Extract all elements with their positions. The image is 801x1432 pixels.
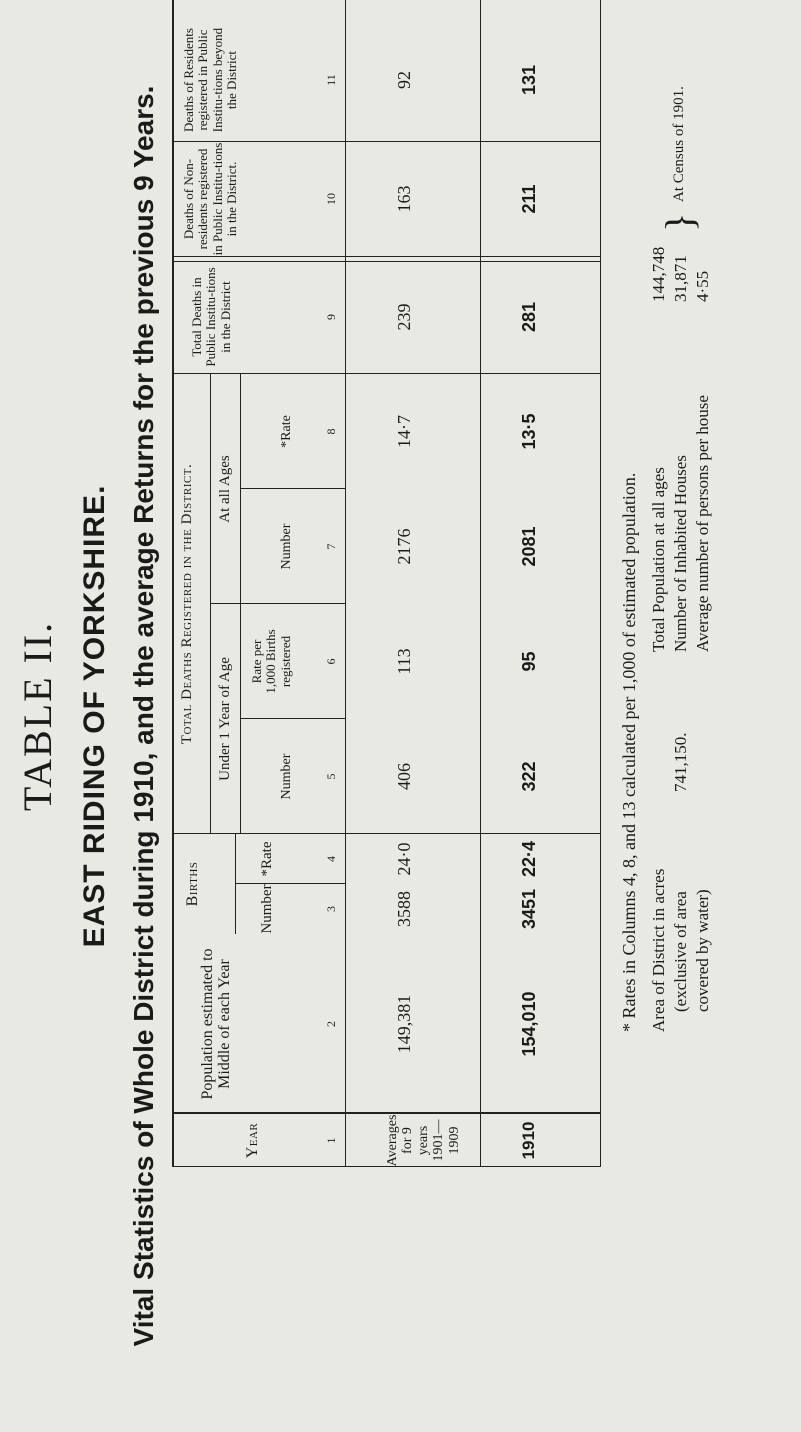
col-all-rate: *Rate (279, 415, 294, 448)
row2-inst-total: 281 (519, 301, 539, 333)
row1-all-number: 2176 (394, 528, 414, 565)
col-sep (172, 256, 600, 257)
row2-residents-beyond: 131 (519, 64, 539, 96)
row2-year: 1910 (519, 1121, 538, 1160)
stat-label-2: Number of Inhabited Houses (671, 455, 690, 652)
col-num-4: 4 (324, 856, 338, 862)
region-heading: EAST RIDING OF YORKSHIRE. (78, 484, 111, 948)
row1-births-number: 3588 (394, 891, 414, 927)
col-births-rate: *Rate (259, 841, 275, 877)
stat-label-1: Total Population at all ages (649, 467, 668, 652)
row2-non-residents: 211 (519, 184, 539, 214)
col-under1-rate: Rate per 1,000 Births registered (249, 629, 293, 694)
row2-under1-number: 322 (519, 761, 539, 792)
births-subrule (235, 834, 236, 934)
col-num-11: 11 (324, 74, 338, 86)
row1-inst-total: 239 (394, 303, 414, 331)
row-divider (480, 0, 481, 1167)
col-residents-beyond: Deaths of Residents registered in Public Institu-tions beyond the District (181, 27, 239, 133)
table-subtitle: Vital Statistics of Whole District during 1910, and the average Returns for the previous 9 Years. (128, 85, 159, 1347)
deaths-subrule-2 (240, 374, 241, 834)
col-num-9: 9 (324, 314, 338, 320)
col-num-2: 2 (324, 1021, 338, 1027)
col-total-deaths: Total Deaths Registered in the District. (179, 463, 195, 745)
table-number: TABLE II. (15, 620, 60, 812)
col-num-1: 1 (324, 1137, 338, 1144)
col-num-3: 3 (324, 906, 338, 912)
census-brace: } (657, 212, 702, 232)
col-under1-number: Number (279, 753, 294, 800)
row1-residents-beyond: 92 (394, 71, 414, 89)
row2-population: 154,010 (519, 991, 539, 1057)
col-births-number: Number (259, 884, 275, 934)
header-bottom-border (345, 0, 346, 1167)
col-num-5: 5 (324, 773, 338, 780)
row1-under1-number: 406 (394, 763, 414, 790)
col-non-residents: Deaths of Non-residents registered in Public Institu-tions in the District. (181, 142, 239, 256)
row1-births-rate: 24·0 (394, 842, 414, 876)
row2-births-rate: 22·4 (519, 840, 539, 878)
stat-value-2: 31,871 (671, 255, 690, 302)
footnote: * Rates in Columns 4, 8, and 13 calculated per 1,000 of estimated population. (619, 472, 639, 1032)
row2-births-number: 3451 (519, 888, 539, 930)
stat-value-3: 4·55 (693, 270, 712, 302)
table-top-border (172, 0, 174, 1167)
row1-population: 149,381 (394, 994, 414, 1054)
area-label-1: Area of District in acres (649, 868, 668, 1032)
row2-under1-rate: 95 (519, 651, 539, 672)
area-label-3: covered by water) (693, 889, 712, 1012)
row2-all-rate: 13·5 (519, 413, 539, 450)
area-label-2: (exclusive of area (671, 891, 690, 1012)
row1-non-residents: 163 (394, 185, 414, 213)
col-births: Births (184, 861, 201, 907)
col-all-number: Number (279, 523, 294, 570)
col-num-6: 6 (324, 658, 338, 665)
area-value: 741,150. (671, 732, 690, 792)
stat-label-3: Average number of persons per house (693, 395, 712, 652)
row1-all-rate: 14·7 (394, 415, 414, 448)
row1-year: Averages for 9 years 1901—1909 (385, 1114, 462, 1167)
row2-all-number: 2081 (519, 526, 539, 567)
col-num-8: 8 (324, 428, 338, 435)
col-population: Population estimated to Middle of each Year (199, 948, 233, 1100)
col-num-7: 7 (324, 543, 338, 550)
col-num-10: 10 (324, 193, 338, 205)
col-under1: Under 1 Year of Age (217, 657, 233, 781)
col-year: Year (244, 1122, 261, 1159)
row1-under1-rate: 113 (394, 648, 414, 675)
col-all-ages: At all Ages (217, 455, 233, 523)
table-bottom-border (600, 0, 601, 1167)
deaths-subrule (210, 374, 211, 834)
col-inst-total: Total Deaths in Public Institu-tions in the District (189, 267, 233, 367)
census-note: At Census of 1901. (671, 86, 687, 202)
stat-value-1: 144,748 (649, 246, 668, 302)
